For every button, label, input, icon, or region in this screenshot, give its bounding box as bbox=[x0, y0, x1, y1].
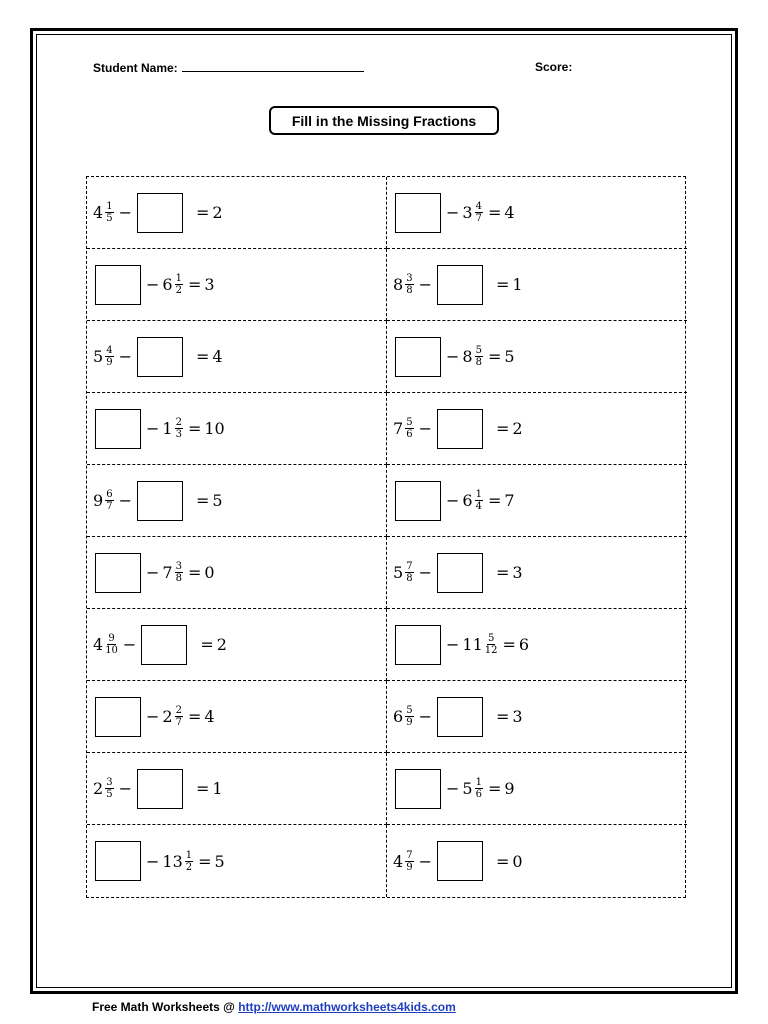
student-name-label: Student Name: bbox=[93, 61, 178, 75]
fraction bbox=[405, 850, 413, 873]
minus-sign: − bbox=[446, 635, 460, 654]
fraction-denominator: 2 bbox=[185, 861, 193, 873]
equals-sign: = bbox=[487, 347, 502, 366]
answer-box[interactable] bbox=[437, 265, 483, 305]
fraction-numerator: 4 bbox=[475, 201, 482, 212]
whole-number: 6 bbox=[462, 491, 473, 510]
score-label: Score: bbox=[535, 60, 573, 74]
result-number: 6 bbox=[518, 635, 530, 654]
result-number: 7 bbox=[504, 491, 515, 510]
answer-box[interactable] bbox=[137, 481, 183, 521]
fraction-numerator: 7 bbox=[406, 561, 413, 572]
whole-number: 7 bbox=[162, 563, 173, 582]
fraction-numerator: 1 bbox=[475, 777, 482, 788]
whole-number: 2 bbox=[93, 779, 104, 798]
problem-cell bbox=[387, 825, 687, 897]
fraction bbox=[175, 273, 183, 296]
equals-sign: = bbox=[495, 707, 510, 726]
fraction-numerator: 5 bbox=[406, 417, 413, 428]
whole-number: 4 bbox=[393, 851, 404, 871]
whole-number: 8 bbox=[393, 275, 404, 294]
minus-sign: − bbox=[118, 203, 132, 222]
problem-cell bbox=[87, 681, 387, 753]
fraction-denominator: 9 bbox=[406, 717, 413, 728]
whole-number: 5 bbox=[93, 347, 104, 366]
minus-sign: − bbox=[118, 491, 132, 510]
problem-cell bbox=[87, 465, 387, 537]
answer-box[interactable] bbox=[137, 769, 183, 809]
fraction-denominator: 8 bbox=[175, 573, 182, 584]
fraction bbox=[105, 633, 118, 656]
minus-sign: − bbox=[446, 779, 460, 798]
answer-box[interactable] bbox=[437, 409, 483, 449]
minus-sign: − bbox=[118, 779, 132, 798]
equals-sign: = bbox=[487, 491, 502, 510]
problem-cell bbox=[387, 177, 687, 249]
answer-box[interactable] bbox=[95, 265, 141, 305]
result-number: 5 bbox=[214, 851, 225, 871]
fraction-denominator: 8 bbox=[406, 285, 413, 296]
problem-cell bbox=[387, 465, 687, 537]
minus-sign: − bbox=[118, 347, 132, 366]
fraction-denominator: 9 bbox=[106, 357, 113, 368]
answer-box[interactable] bbox=[395, 481, 441, 521]
answer-box[interactable] bbox=[395, 769, 441, 809]
footer-label: Free Math Worksheets @ bbox=[92, 1000, 235, 1014]
equals-sign: = bbox=[495, 275, 510, 294]
fraction-numerator: 1 bbox=[175, 273, 182, 284]
result-number: 2 bbox=[512, 419, 523, 438]
answer-box[interactable] bbox=[395, 625, 441, 665]
problem-cell bbox=[87, 177, 387, 249]
fraction bbox=[475, 489, 483, 512]
fraction bbox=[405, 273, 413, 296]
result-number: 3 bbox=[204, 275, 215, 294]
whole-number: 9 bbox=[93, 491, 104, 510]
minus-sign: − bbox=[146, 707, 160, 726]
fraction bbox=[175, 705, 183, 728]
fraction bbox=[485, 633, 498, 656]
problem-cell bbox=[387, 753, 687, 825]
fraction bbox=[175, 417, 183, 440]
whole-number: 4 bbox=[93, 203, 104, 222]
whole-number: 6 bbox=[162, 275, 173, 294]
minus-sign: − bbox=[446, 491, 460, 510]
student-name-line[interactable] bbox=[182, 60, 364, 72]
fraction-denominator: 9 bbox=[406, 861, 413, 873]
equals-sign: = bbox=[495, 419, 510, 438]
result-number: 5 bbox=[212, 491, 223, 510]
fraction-numerator: 3 bbox=[106, 777, 113, 788]
result-number: 3 bbox=[512, 563, 523, 582]
fraction-denominator: 5 bbox=[106, 789, 113, 800]
minus-sign: − bbox=[418, 707, 432, 726]
equals-sign: = bbox=[195, 203, 210, 222]
problem-cell bbox=[87, 753, 387, 825]
minus-sign: − bbox=[146, 563, 160, 582]
whole-number: 11 bbox=[462, 635, 483, 654]
fraction-denominator: 4 bbox=[475, 501, 482, 512]
fraction bbox=[405, 705, 413, 728]
result-number: 1 bbox=[212, 779, 223, 798]
fraction-numerator: 3 bbox=[406, 273, 413, 284]
fraction-denominator: 8 bbox=[406, 573, 413, 584]
answer-box[interactable] bbox=[395, 337, 441, 377]
fraction-denominator: 2 bbox=[175, 285, 182, 296]
fraction-numerator: 1 bbox=[106, 201, 113, 212]
problem-cell bbox=[87, 825, 387, 897]
worksheet-title: Fill in the Missing Fractions bbox=[269, 106, 499, 135]
whole-number: 5 bbox=[393, 563, 404, 582]
fraction bbox=[105, 201, 113, 224]
minus-sign: − bbox=[418, 275, 432, 294]
answer-box[interactable] bbox=[437, 697, 483, 737]
result-number: 9 bbox=[504, 779, 515, 798]
equals-sign: = bbox=[187, 275, 202, 294]
problem-cell bbox=[387, 609, 687, 681]
minus-sign: − bbox=[146, 419, 160, 438]
fraction-denominator: 8 bbox=[475, 357, 482, 368]
fraction-denominator: 12 bbox=[484, 645, 498, 656]
problem-cell bbox=[87, 249, 387, 321]
fraction-numerator: 5 bbox=[487, 633, 495, 644]
minus-sign: − bbox=[122, 635, 137, 654]
fraction bbox=[405, 561, 413, 584]
problem-cell bbox=[87, 537, 387, 609]
result-number: 4 bbox=[504, 203, 515, 222]
answer-box[interactable] bbox=[95, 697, 141, 737]
minus-sign: − bbox=[418, 563, 432, 582]
equals-sign: = bbox=[187, 707, 202, 726]
result-number: 4 bbox=[204, 707, 215, 726]
whole-number: 13 bbox=[162, 851, 183, 871]
problem-grid bbox=[86, 176, 686, 898]
answer-box[interactable] bbox=[141, 625, 187, 665]
problem-cell bbox=[87, 321, 387, 393]
whole-number: 4 bbox=[93, 635, 104, 654]
fraction-numerator: 1 bbox=[185, 849, 193, 861]
whole-number: 1 bbox=[162, 419, 173, 438]
minus-sign: − bbox=[146, 275, 160, 294]
fraction-numerator: 3 bbox=[175, 561, 182, 572]
result-number: 4 bbox=[212, 347, 223, 366]
fraction-denominator: 7 bbox=[475, 213, 482, 224]
fraction-numerator: 6 bbox=[106, 489, 113, 500]
result-number: 5 bbox=[504, 347, 515, 366]
answer-box[interactable] bbox=[437, 841, 483, 881]
whole-number: 5 bbox=[462, 779, 473, 798]
result-number: 2 bbox=[216, 635, 227, 654]
answer-box[interactable] bbox=[95, 553, 141, 593]
fraction-denominator: 10 bbox=[105, 645, 118, 656]
fraction bbox=[105, 489, 113, 512]
fraction-denominator: 7 bbox=[106, 501, 113, 512]
equals-sign: = bbox=[502, 635, 516, 654]
fraction bbox=[105, 777, 113, 800]
answer-box[interactable] bbox=[137, 193, 183, 233]
equals-sign: = bbox=[200, 635, 214, 654]
result-number: 1 bbox=[512, 275, 523, 294]
minus-sign: − bbox=[418, 851, 432, 871]
result-number: 10 bbox=[204, 419, 225, 438]
equals-sign: = bbox=[195, 347, 210, 366]
problem-cell bbox=[387, 393, 687, 465]
equals-sign: = bbox=[487, 779, 502, 798]
fraction-numerator: 4 bbox=[106, 345, 113, 356]
equals-sign: = bbox=[195, 491, 210, 510]
problem-cell bbox=[387, 537, 687, 609]
fraction bbox=[185, 850, 193, 873]
minus-sign: − bbox=[446, 347, 460, 366]
fraction bbox=[475, 777, 483, 800]
fraction bbox=[175, 561, 183, 584]
equals-sign: = bbox=[495, 851, 510, 871]
fraction bbox=[475, 201, 483, 224]
answer-box[interactable] bbox=[95, 841, 141, 881]
whole-number: 6 bbox=[393, 707, 404, 726]
fraction-numerator: 7 bbox=[406, 849, 413, 861]
answer-box[interactable] bbox=[137, 337, 183, 377]
fraction-numerator: 9 bbox=[108, 633, 115, 644]
fraction-denominator: 3 bbox=[175, 429, 182, 440]
problem-cell bbox=[387, 681, 687, 753]
equals-sign: = bbox=[187, 563, 202, 582]
minus-sign: − bbox=[418, 419, 432, 438]
result-number: 0 bbox=[204, 563, 215, 582]
whole-number: 8 bbox=[462, 347, 473, 366]
footer-link[interactable]: http://www.mathworksheets4kids.com bbox=[238, 1000, 456, 1014]
equals-sign: = bbox=[195, 779, 210, 798]
fraction bbox=[405, 417, 413, 440]
fraction-denominator: 6 bbox=[475, 789, 482, 800]
problem-cell bbox=[87, 609, 387, 681]
result-number: 2 bbox=[212, 203, 223, 222]
fraction-numerator: 5 bbox=[406, 705, 413, 716]
footer bbox=[92, 1000, 456, 1014]
fraction-numerator: 2 bbox=[175, 705, 182, 716]
fraction-numerator: 2 bbox=[175, 417, 182, 428]
student-name-field bbox=[93, 60, 364, 75]
equals-sign: = bbox=[495, 563, 510, 582]
result-number: 3 bbox=[512, 707, 523, 726]
equals-sign: = bbox=[487, 203, 502, 222]
fraction-denominator: 5 bbox=[106, 213, 113, 224]
fraction-numerator: 5 bbox=[475, 345, 482, 356]
result-number: 0 bbox=[512, 851, 523, 871]
minus-sign: − bbox=[446, 203, 460, 222]
answer-box[interactable] bbox=[95, 409, 141, 449]
problem-cell bbox=[387, 321, 687, 393]
whole-number: 2 bbox=[162, 707, 173, 726]
whole-number: 7 bbox=[393, 419, 404, 438]
answer-box[interactable] bbox=[437, 553, 483, 593]
fraction-denominator: 6 bbox=[406, 429, 413, 440]
fraction-numerator: 1 bbox=[475, 489, 482, 500]
whole-number: 3 bbox=[462, 203, 473, 222]
problem-cell bbox=[387, 249, 687, 321]
equals-sign: = bbox=[187, 419, 202, 438]
fraction bbox=[105, 345, 113, 368]
fraction bbox=[475, 345, 483, 368]
fraction-denominator: 7 bbox=[175, 717, 182, 728]
equals-sign: = bbox=[198, 851, 212, 871]
minus-sign: − bbox=[146, 851, 160, 871]
answer-box[interactable] bbox=[395, 193, 441, 233]
problem-cell bbox=[87, 393, 387, 465]
